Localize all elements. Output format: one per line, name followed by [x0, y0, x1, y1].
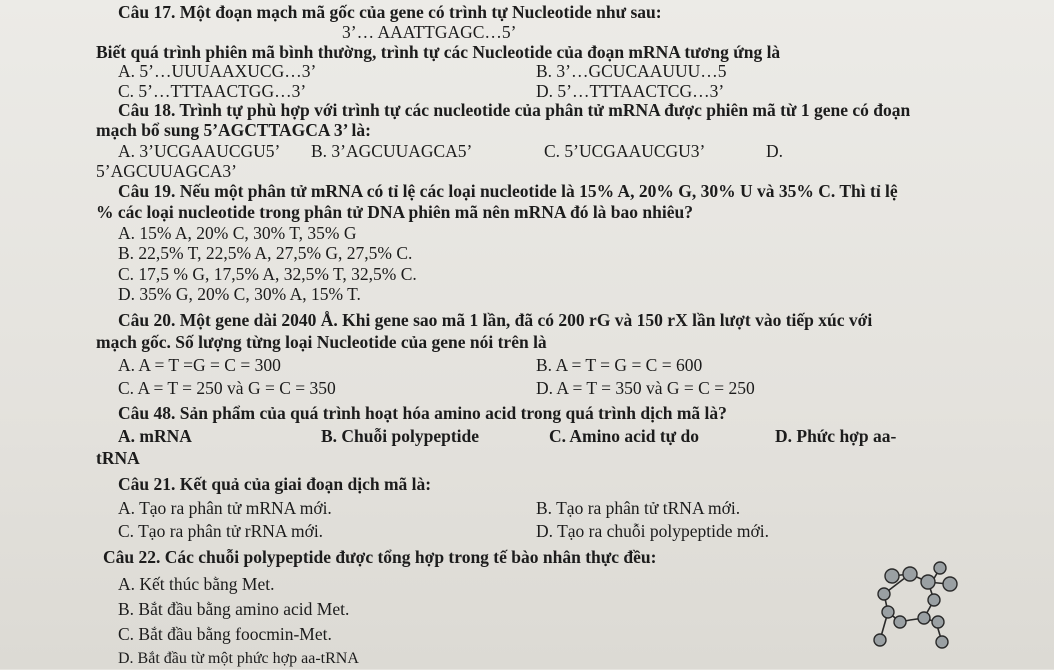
q20-option-d: D. A = T = 350 và G = C = 250: [536, 378, 755, 398]
q17-sequence: 3’… AAATTGAGC…5’: [342, 22, 517, 42]
q18-stem: [118, 99, 910, 121]
q18-option-c: C. 5’UCGAAUCGU3’: [544, 141, 706, 161]
q17-option-d: D. 5’…TTTAACTCG…3’: [536, 81, 725, 101]
q18-option-b: B. 3’AGCUUAGCA5’: [311, 141, 473, 161]
q19-text: Nếu một phân tử mRNA có tỉ lệ các loại nucleotide là 15% A, 20% G, 30% U và 35% C. Thì tỉ lệ: [175, 181, 898, 201]
q48-option-b: B. Chuỗi polypeptide: [321, 426, 480, 446]
q19-option-a: A. 15% A, 20% C, 30% T, 35% G: [118, 223, 357, 243]
q22-text: Các chuỗi polypeptide được tổng hợp trong tế bào nhân thực đều:: [160, 547, 657, 567]
q20-option-a: A. A = T =G = C = 300: [118, 355, 281, 375]
q18-option-a: A. 3’UCGAAUCGU5’: [118, 141, 281, 161]
q20-option-c: C. A = T = 250 và G = C = 350: [118, 378, 336, 398]
q21-stem: [118, 473, 431, 495]
q20-option-b: B. A = T = G = C = 600: [536, 355, 703, 375]
q21-option-d: D. Tạo ra chuỗi polypeptide mới.: [536, 521, 769, 541]
q21-option-a: A. Tạo ra phân tử mRNA mới.: [118, 498, 332, 518]
q48-text: Sản phẩm của quá trình hoạt hóa amino acid trong quá trình dịch mã là?: [175, 403, 727, 423]
q18-text2: mạch bổ sung 5’AGCTTAGCA 3’ là:: [96, 120, 372, 140]
q20-text2: mạch gốc. Số lượng từng loại Nucleotide của gene nói trên là: [96, 332, 547, 352]
q19-stem: [118, 180, 898, 202]
q20-text: Một gene dài 2040 Å. Khi gene sao mã 1 lần, đã có 200 rG và 150 rX lần lượt vào tiếp xúc với: [175, 310, 873, 330]
q22-stem: [103, 546, 656, 568]
q17-option-c: C. 5’…TTTAACTGG…3’: [118, 81, 307, 101]
q48-option-c: C. Amino acid tự do: [549, 426, 700, 446]
q21-text: Kết quả của giai đoạn dịch mã là:: [175, 474, 432, 494]
q19-option-c: C. 17,5 % G, 17,5% A, 32,5% T, 32,5% C.: [118, 264, 417, 284]
polypeptide-bead-icon: [862, 560, 972, 665]
q19-label: Câu 19.: [118, 181, 176, 201]
q20-stem: [118, 309, 872, 331]
q48-option-d: D. Phức hợp aa-: [775, 426, 897, 446]
q17-text: Một đoạn mạch mã gốc của gene có trình tự Nucleotide như sau:: [175, 2, 662, 22]
q19-text2: % các loại nucleotide trong phân tử DNA phiên mã nên mRNA đó là bao nhiêu?: [96, 202, 693, 222]
q48-label: Câu 48.: [118, 403, 176, 423]
q19-option-b: B. 22,5% T, 22,5% A, 27,5% G, 27,5% C.: [118, 243, 413, 263]
q20-label: Câu 20.: [118, 310, 176, 330]
q21-option-b: B. Tạo ra phân tử tRNA mới.: [536, 498, 741, 518]
q22-option-a: A. Kết thúc bằng Met.: [118, 574, 275, 594]
q17-text2: Biết quá trình phiên mã bình thường, trình tự các Nucleotide của đoạn mRNA tương ứng là: [96, 42, 781, 62]
q17-stem: [118, 1, 662, 23]
q48-option-a: A. mRNA: [118, 426, 192, 446]
q21-label: Câu 21.: [118, 474, 176, 494]
q22-option-c: C. Bắt đầu bằng foocmin-Met.: [118, 624, 332, 644]
q17-label: Câu 17.: [118, 2, 176, 22]
q18-text: Trình tự phù hợp với trình tự các nucleotide của phân tử mRNA được phiên mã từ 1 gene có đoạn: [175, 100, 911, 120]
q22-option-b: B. Bắt đầu bằng amino acid Met.: [118, 599, 350, 619]
q19-option-d: D. 35% G, 20% C, 30% A, 15% T.: [118, 284, 361, 304]
q21-option-c: C. Tạo ra phân tử rRNA mới.: [118, 521, 324, 541]
q18-option-d-cont: 5’AGCUUAGCA3’: [96, 161, 237, 181]
q48-stem: [118, 402, 727, 424]
q18-option-d: D.: [766, 141, 784, 161]
q17-option-b: B. 3’…GCUCAAUUU…5: [536, 61, 727, 81]
q17-option-a: A. 5’…UUUAAXUCG…3’: [118, 61, 317, 81]
q22-option-d: D. Bắt đầu từ một phức hợp aa-tRNA: [118, 650, 359, 667]
q48-option-d-cont: tRNA: [96, 448, 140, 468]
q22-label: Câu 22.: [103, 547, 161, 567]
q18-label: Câu 18.: [118, 100, 176, 120]
